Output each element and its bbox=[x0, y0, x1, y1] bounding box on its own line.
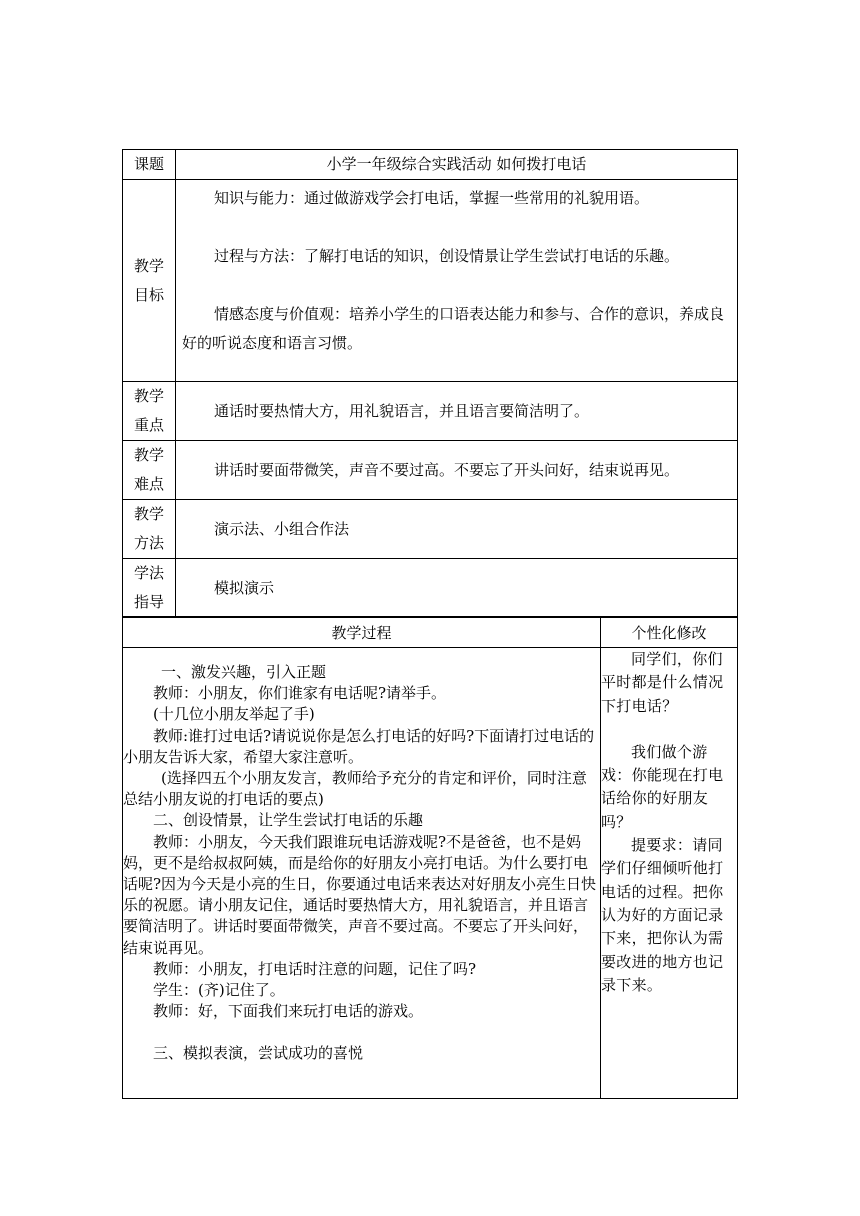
lesson-info-table bbox=[122, 149, 738, 618]
note-item: 提要求：请同学们仔细倾听他打电话的过程。把你认为好的方面记录下来，把你认为需要改进的地方也记录下来。 bbox=[601, 836, 724, 994]
process-paragraph: 教师：好，下面我们来玩打电话的游戏。 bbox=[153, 1002, 424, 1021]
study-guide-value: 模拟演示 bbox=[176, 559, 738, 618]
section-heading: 三、模拟表演，尝试成功的喜悦 bbox=[153, 1044, 364, 1063]
key-points-label: 教学重点 bbox=[123, 382, 176, 441]
difficulties-value: 讲话时要面带微笑，声音不要过高。不要忘了开头问好，结束说再见。 bbox=[176, 441, 738, 500]
key-points-row bbox=[123, 382, 738, 441]
difficulties-label: 教学难点 bbox=[123, 441, 176, 500]
section-heading: 二、创设情景，让学生尝试打电话的乐趣 bbox=[153, 811, 424, 830]
process-header: 教学过程 bbox=[123, 617, 601, 648]
note-item: 我们做个游戏：你能现在打电话给你的好朋友吗？ bbox=[601, 742, 724, 831]
study-guide-row bbox=[123, 559, 738, 618]
topic-value: 小学一年级综合实践活动 如何拨打电话 bbox=[176, 150, 738, 180]
objectives-row bbox=[123, 180, 738, 382]
objectives-label: 教学目标 bbox=[123, 180, 176, 382]
process-content bbox=[123, 648, 601, 1099]
process-paragraph: 教师:谁打过电话?请说说你是怎么打电话的好吗?下面请打过电话的小朋友告诉大家，希望大家注意听。 bbox=[123, 726, 595, 766]
topic-row bbox=[123, 150, 738, 180]
notes-content bbox=[601, 648, 738, 1099]
process-paragraph: 教师：小朋友，打电话时注意的问题，记住了吗? bbox=[153, 959, 477, 978]
process-paragraph: (十几位小朋友举起了手) bbox=[153, 705, 315, 724]
objective-attitude: 情感态度与价值观：培养小学生的口语表达能力和参与、合作的意识，养成良好的听说态度和语言习惯。 bbox=[182, 305, 725, 352]
process-body-row bbox=[123, 648, 738, 1099]
process-paragraph: 教师：小朋友，你们谁家有电话呢?请举手。 bbox=[153, 684, 447, 703]
process-paragraph: 教师：小朋友，今天我们跟谁玩电话游戏呢?不是爸爸，也不是妈妈，更不是给叔叔阿姨，而是给你的好朋友小亮打电话。为什么要打电话呢?因为今天是小亮的生日，你要通过电话来表达对好朋友小亮生日快乐的祝愿。请小朋友记住，通话时要热情大方，用礼貌语言，并且语言要简洁明了。讲话时要面带微笑，声音不要过高。不要忘了开头问好，结束说再见。 bbox=[123, 832, 597, 957]
key-points-value: 通话时要热情大方，用礼貌语言，并且语言要简洁明了。 bbox=[176, 382, 738, 441]
objective-knowledge: 知识与能力：通过做游戏学会打电话，掌握一些常用的礼貌用语。 bbox=[214, 189, 650, 207]
study-guide-label: 学法指导 bbox=[123, 559, 176, 618]
notes-header: 个性化修改 bbox=[601, 617, 738, 648]
difficulties-row bbox=[123, 441, 738, 500]
objective-process: 过程与方法：了解打电话的知识，创设情景让学生尝试打电话的乐趣。 bbox=[214, 247, 680, 265]
methods-label: 教学方法 bbox=[123, 500, 176, 559]
teaching-process-table bbox=[122, 616, 738, 1099]
process-header-row bbox=[123, 617, 738, 648]
section-heading: 一、激发兴趣，引入正题 bbox=[161, 663, 327, 681]
methods-value: 演示法、小组合作法 bbox=[176, 500, 738, 559]
topic-label: 课题 bbox=[123, 150, 176, 180]
note-item: 同学们，你们平时都是什么情况下打电话？ bbox=[601, 650, 724, 715]
process-paragraph: (选择四五个小朋友发言，教师给予充分的肯定和评价，同时注意总结小朋友说的打电话的要点) bbox=[123, 769, 587, 809]
methods-row bbox=[123, 500, 738, 559]
objectives-cell bbox=[176, 180, 738, 382]
process-paragraph: 学生：(齐)记住了。 bbox=[153, 981, 285, 1000]
